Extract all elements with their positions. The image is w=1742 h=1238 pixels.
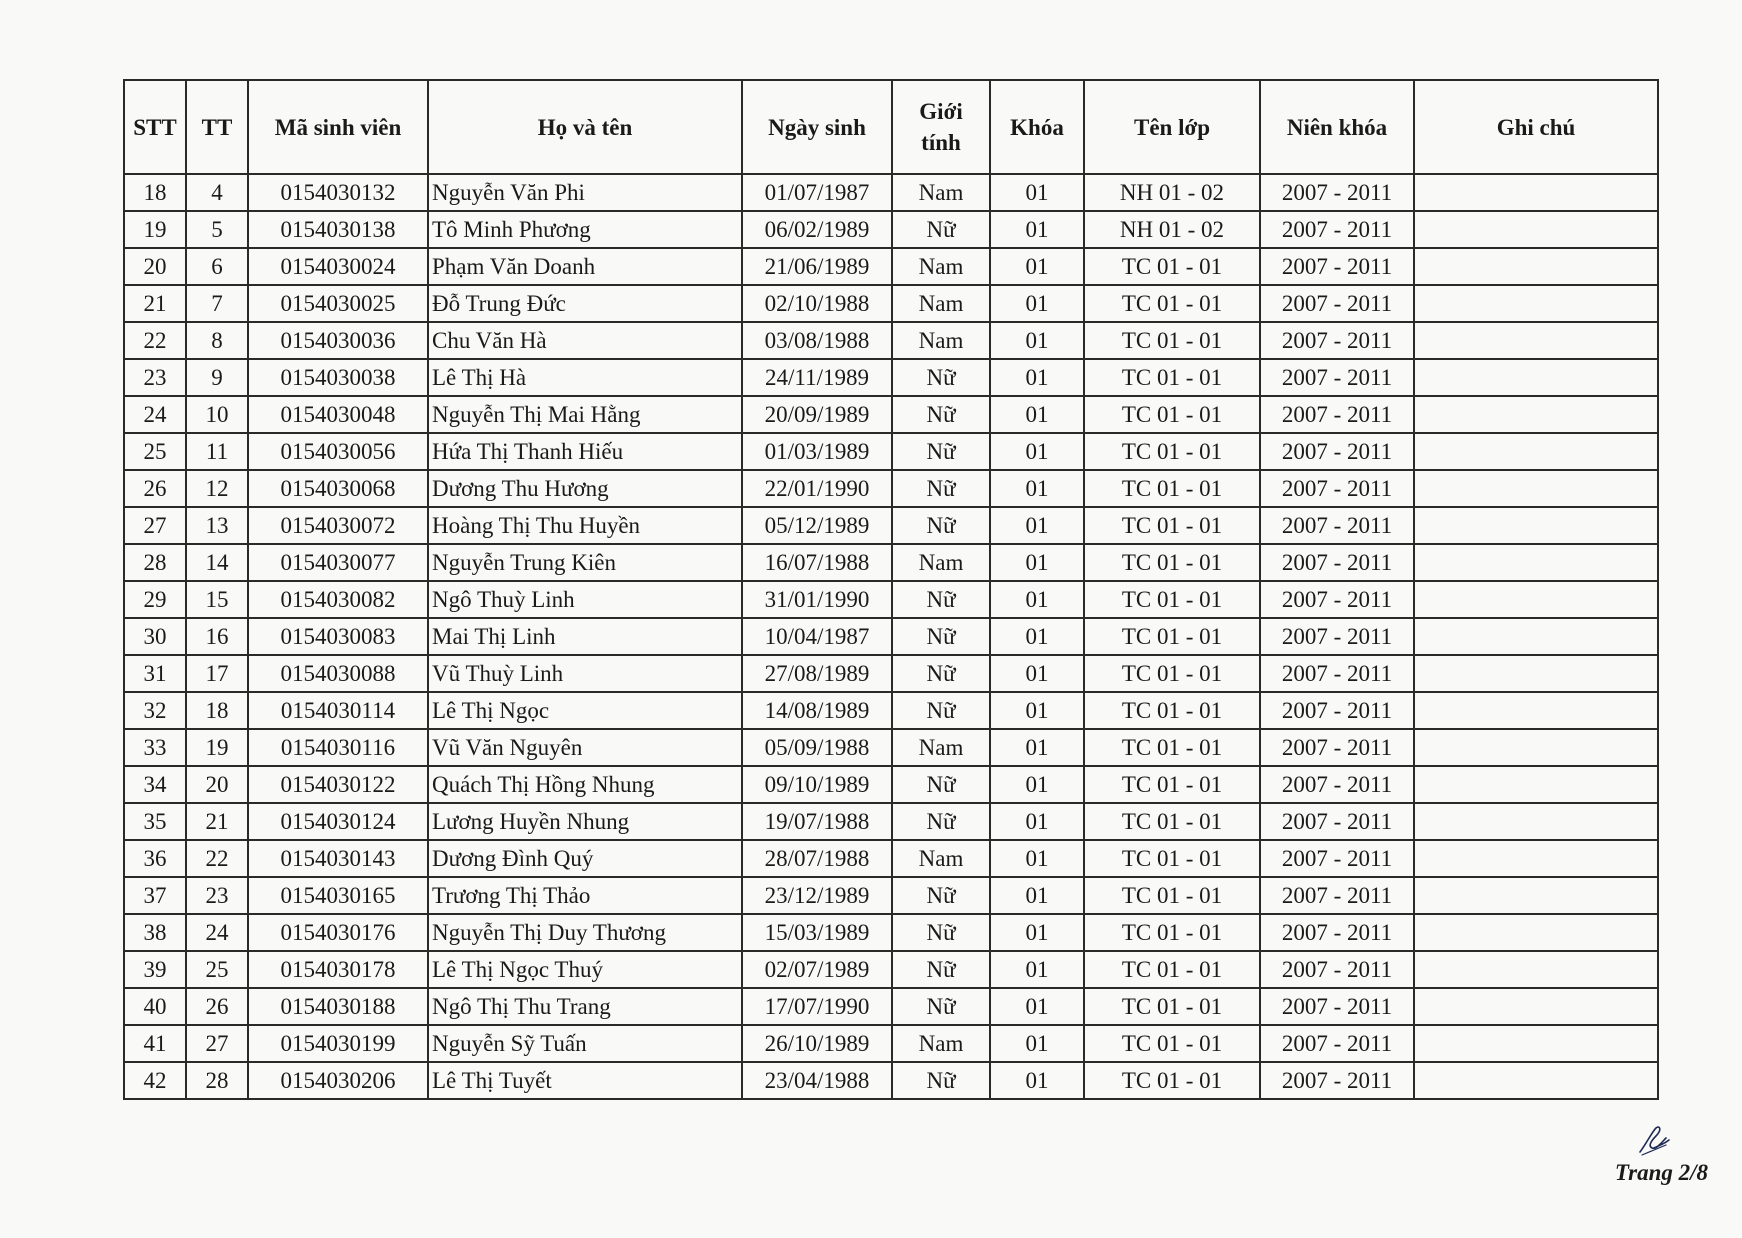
cell-notes xyxy=(1414,914,1658,951)
cell-academic-years: 2007 - 2011 xyxy=(1260,581,1414,618)
cell-class-name: TC 01 - 01 xyxy=(1084,285,1260,322)
cell-gender: Nữ xyxy=(892,211,990,248)
cell-course: 01 xyxy=(990,729,1084,766)
cell-academic-years: 2007 - 2011 xyxy=(1260,1062,1414,1099)
cell-academic-years: 2007 - 2011 xyxy=(1260,470,1414,507)
cell-tt: 13 xyxy=(186,507,248,544)
cell-class-name: TC 01 - 01 xyxy=(1084,951,1260,988)
cell-class-name: TC 01 - 01 xyxy=(1084,618,1260,655)
cell-class-name: TC 01 - 01 xyxy=(1084,544,1260,581)
cell-course: 01 xyxy=(990,914,1084,951)
table-row xyxy=(124,951,1658,988)
table-row xyxy=(124,803,1658,840)
cell-notes xyxy=(1414,581,1658,618)
cell-date-of-birth: 31/01/1990 xyxy=(742,581,892,618)
cell-student-id: 0154030199 xyxy=(248,1025,428,1062)
cell-student-id: 0154030176 xyxy=(248,914,428,951)
cell-student-id: 0154030138 xyxy=(248,211,428,248)
cell-full-name: Dương Đình Quý xyxy=(428,840,742,877)
cell-student-id: 0154030038 xyxy=(248,359,428,396)
cell-gender: Nữ xyxy=(892,618,990,655)
cell-class-name: TC 01 - 01 xyxy=(1084,470,1260,507)
header-notes: Ghi chú xyxy=(1414,80,1658,174)
cell-class-name: TC 01 - 01 xyxy=(1084,507,1260,544)
cell-course: 01 xyxy=(990,618,1084,655)
cell-academic-years: 2007 - 2011 xyxy=(1260,951,1414,988)
table-row xyxy=(124,359,1658,396)
cell-gender: Nữ xyxy=(892,988,990,1025)
header-academic-years: Niên khóa xyxy=(1260,80,1414,174)
cell-academic-years: 2007 - 2011 xyxy=(1260,544,1414,581)
header-course: Khóa xyxy=(990,80,1084,174)
cell-academic-years: 2007 - 2011 xyxy=(1260,692,1414,729)
cell-student-id: 0154030036 xyxy=(248,322,428,359)
cell-class-name: TC 01 - 01 xyxy=(1084,1062,1260,1099)
cell-course: 01 xyxy=(990,840,1084,877)
cell-class-name: TC 01 - 01 xyxy=(1084,433,1260,470)
cell-course: 01 xyxy=(990,433,1084,470)
table-row xyxy=(124,322,1658,359)
cell-notes xyxy=(1414,988,1658,1025)
cell-academic-years: 2007 - 2011 xyxy=(1260,507,1414,544)
cell-student-id: 0154030082 xyxy=(248,581,428,618)
cell-course: 01 xyxy=(990,1062,1084,1099)
cell-course: 01 xyxy=(990,396,1084,433)
cell-course: 01 xyxy=(990,470,1084,507)
cell-stt: 23 xyxy=(124,359,186,396)
cell-gender: Nam xyxy=(892,840,990,877)
cell-notes xyxy=(1414,766,1658,803)
cell-full-name: Phạm Văn Doanh xyxy=(428,248,742,285)
cell-tt: 24 xyxy=(186,914,248,951)
cell-tt: 7 xyxy=(186,285,248,322)
cell-tt: 19 xyxy=(186,729,248,766)
cell-notes xyxy=(1414,359,1658,396)
cell-academic-years: 2007 - 2011 xyxy=(1260,655,1414,692)
cell-stt: 20 xyxy=(124,248,186,285)
cell-gender: Nữ xyxy=(892,470,990,507)
cell-stt: 25 xyxy=(124,433,186,470)
cell-class-name: TC 01 - 01 xyxy=(1084,692,1260,729)
table-row xyxy=(124,470,1658,507)
cell-stt: 37 xyxy=(124,877,186,914)
cell-date-of-birth: 22/01/1990 xyxy=(742,470,892,507)
cell-full-name: Nguyễn Sỹ Tuấn xyxy=(428,1025,742,1062)
cell-stt: 27 xyxy=(124,507,186,544)
cell-date-of-birth: 27/08/1989 xyxy=(742,655,892,692)
cell-class-name: TC 01 - 01 xyxy=(1084,766,1260,803)
table-row xyxy=(124,396,1658,433)
cell-date-of-birth: 17/07/1990 xyxy=(742,988,892,1025)
cell-gender: Nam xyxy=(892,729,990,766)
cell-course: 01 xyxy=(990,544,1084,581)
cell-notes xyxy=(1414,803,1658,840)
cell-tt: 25 xyxy=(186,951,248,988)
cell-gender: Nữ xyxy=(892,877,990,914)
cell-academic-years: 2007 - 2011 xyxy=(1260,988,1414,1025)
table-row xyxy=(124,840,1658,877)
cell-full-name: Nguyễn Thị Duy Thương xyxy=(428,914,742,951)
cell-academic-years: 2007 - 2011 xyxy=(1260,396,1414,433)
cell-tt: 28 xyxy=(186,1062,248,1099)
cell-tt: 23 xyxy=(186,877,248,914)
table-row xyxy=(124,766,1658,803)
cell-student-id: 0154030088 xyxy=(248,655,428,692)
cell-academic-years: 2007 - 2011 xyxy=(1260,1025,1414,1062)
cell-notes xyxy=(1414,544,1658,581)
cell-stt: 29 xyxy=(124,581,186,618)
cell-date-of-birth: 02/10/1988 xyxy=(742,285,892,322)
cell-notes xyxy=(1414,211,1658,248)
cell-date-of-birth: 16/07/1988 xyxy=(742,544,892,581)
cell-tt: 16 xyxy=(186,618,248,655)
cell-academic-years: 2007 - 2011 xyxy=(1260,359,1414,396)
table-row xyxy=(124,1062,1658,1099)
cell-student-id: 0154030114 xyxy=(248,692,428,729)
cell-class-name: TC 01 - 01 xyxy=(1084,840,1260,877)
table-row xyxy=(124,581,1658,618)
cell-student-id: 0154030122 xyxy=(248,766,428,803)
cell-notes xyxy=(1414,951,1658,988)
cell-course: 01 xyxy=(990,359,1084,396)
cell-date-of-birth: 23/12/1989 xyxy=(742,877,892,914)
cell-date-of-birth: 26/10/1989 xyxy=(742,1025,892,1062)
cell-student-id: 0154030188 xyxy=(248,988,428,1025)
header-full-name: Họ và tên xyxy=(428,80,742,174)
cell-gender: Nam xyxy=(892,174,990,211)
cell-gender: Nữ xyxy=(892,433,990,470)
cell-class-name: TC 01 - 01 xyxy=(1084,877,1260,914)
cell-tt: 5 xyxy=(186,211,248,248)
cell-stt: 22 xyxy=(124,322,186,359)
cell-academic-years: 2007 - 2011 xyxy=(1260,322,1414,359)
cell-date-of-birth: 14/08/1989 xyxy=(742,692,892,729)
cell-full-name: Ngô Thị Thu Trang xyxy=(428,988,742,1025)
table-row xyxy=(124,729,1658,766)
cell-student-id: 0154030083 xyxy=(248,618,428,655)
cell-student-id: 0154030072 xyxy=(248,507,428,544)
cell-academic-years: 2007 - 2011 xyxy=(1260,766,1414,803)
cell-course: 01 xyxy=(990,692,1084,729)
cell-date-of-birth: 05/09/1988 xyxy=(742,729,892,766)
cell-student-id: 0154030143 xyxy=(248,840,428,877)
cell-date-of-birth: 05/12/1989 xyxy=(742,507,892,544)
cell-tt: 11 xyxy=(186,433,248,470)
cell-student-id: 0154030068 xyxy=(248,470,428,507)
cell-tt: 20 xyxy=(186,766,248,803)
cell-date-of-birth: 01/07/1987 xyxy=(742,174,892,211)
cell-tt: 26 xyxy=(186,988,248,1025)
cell-gender: Nữ xyxy=(892,803,990,840)
table-header-row xyxy=(124,80,1658,174)
cell-full-name: Lê Thị Ngọc Thuý xyxy=(428,951,742,988)
cell-gender: Nam xyxy=(892,322,990,359)
cell-class-name: TC 01 - 01 xyxy=(1084,914,1260,951)
cell-notes xyxy=(1414,877,1658,914)
table-body xyxy=(124,174,1658,1099)
cell-class-name: TC 01 - 01 xyxy=(1084,655,1260,692)
cell-gender: Nữ xyxy=(892,1062,990,1099)
cell-class-name: TC 01 - 01 xyxy=(1084,359,1260,396)
cell-gender: Nữ xyxy=(892,396,990,433)
cell-class-name: TC 01 - 01 xyxy=(1084,729,1260,766)
cell-student-id: 0154030116 xyxy=(248,729,428,766)
cell-gender: Nam xyxy=(892,285,990,322)
cell-tt: 12 xyxy=(186,470,248,507)
cell-gender: Nữ xyxy=(892,914,990,951)
cell-course: 01 xyxy=(990,322,1084,359)
cell-full-name: Trương Thị Thảo xyxy=(428,877,742,914)
cell-notes xyxy=(1414,285,1658,322)
cell-course: 01 xyxy=(990,655,1084,692)
header-gender-line2: tính xyxy=(921,130,961,155)
table-row xyxy=(124,1025,1658,1062)
cell-stt: 19 xyxy=(124,211,186,248)
cell-date-of-birth: 15/03/1989 xyxy=(742,914,892,951)
cell-course: 01 xyxy=(990,766,1084,803)
cell-tt: 22 xyxy=(186,840,248,877)
cell-academic-years: 2007 - 2011 xyxy=(1260,174,1414,211)
cell-academic-years: 2007 - 2011 xyxy=(1260,285,1414,322)
cell-date-of-birth: 10/04/1987 xyxy=(742,618,892,655)
cell-stt: 40 xyxy=(124,988,186,1025)
cell-student-id: 0154030048 xyxy=(248,396,428,433)
cell-full-name: Vũ Văn Nguyên xyxy=(428,729,742,766)
cell-gender: Nữ xyxy=(892,359,990,396)
cell-tt: 10 xyxy=(186,396,248,433)
header-tt: TT xyxy=(186,80,248,174)
cell-course: 01 xyxy=(990,507,1084,544)
cell-notes xyxy=(1414,729,1658,766)
cell-gender: Nữ xyxy=(892,655,990,692)
cell-date-of-birth: 06/02/1989 xyxy=(742,211,892,248)
cell-date-of-birth: 24/11/1989 xyxy=(742,359,892,396)
cell-class-name: TC 01 - 01 xyxy=(1084,322,1260,359)
cell-class-name: TC 01 - 01 xyxy=(1084,988,1260,1025)
cell-student-id: 0154030165 xyxy=(248,877,428,914)
cell-date-of-birth: 19/07/1988 xyxy=(742,803,892,840)
cell-full-name: Nguyễn Thị Mai Hằng xyxy=(428,396,742,433)
student-roster-table xyxy=(123,79,1659,1100)
cell-full-name: Hoàng Thị Thu Huyền xyxy=(428,507,742,544)
cell-full-name: Đỗ Trung Đức xyxy=(428,285,742,322)
cell-course: 01 xyxy=(990,174,1084,211)
header-gender-line1: Giới xyxy=(919,99,963,124)
cell-stt: 21 xyxy=(124,285,186,322)
cell-full-name: Nguyễn Văn Phi xyxy=(428,174,742,211)
cell-course: 01 xyxy=(990,951,1084,988)
cell-stt: 39 xyxy=(124,951,186,988)
cell-student-id: 0154030056 xyxy=(248,433,428,470)
cell-stt: 42 xyxy=(124,1062,186,1099)
cell-date-of-birth: 09/10/1989 xyxy=(742,766,892,803)
cell-full-name: Vũ Thuỳ Linh xyxy=(428,655,742,692)
cell-academic-years: 2007 - 2011 xyxy=(1260,840,1414,877)
cell-tt: 8 xyxy=(186,322,248,359)
cell-student-id: 0154030124 xyxy=(248,803,428,840)
cell-academic-years: 2007 - 2011 xyxy=(1260,914,1414,951)
cell-tt: 18 xyxy=(186,692,248,729)
cell-stt: 30 xyxy=(124,618,186,655)
table-row xyxy=(124,877,1658,914)
cell-academic-years: 2007 - 2011 xyxy=(1260,877,1414,914)
cell-tt: 6 xyxy=(186,248,248,285)
cell-full-name: Quách Thị Hồng Nhung xyxy=(428,766,742,803)
cell-stt: 28 xyxy=(124,544,186,581)
header-gender xyxy=(892,80,990,174)
cell-notes xyxy=(1414,322,1658,359)
cell-stt: 34 xyxy=(124,766,186,803)
cell-class-name: NH 01 - 02 xyxy=(1084,174,1260,211)
signature-initial-mark xyxy=(1636,1122,1672,1158)
cell-tt: 4 xyxy=(186,174,248,211)
cell-academic-years: 2007 - 2011 xyxy=(1260,248,1414,285)
table-row xyxy=(124,285,1658,322)
cell-date-of-birth: 21/06/1989 xyxy=(742,248,892,285)
cell-class-name: TC 01 - 01 xyxy=(1084,396,1260,433)
cell-notes xyxy=(1414,692,1658,729)
cell-date-of-birth: 01/03/1989 xyxy=(742,433,892,470)
cell-notes xyxy=(1414,1062,1658,1099)
table-row xyxy=(124,507,1658,544)
cell-course: 01 xyxy=(990,1025,1084,1062)
cell-class-name: TC 01 - 01 xyxy=(1084,248,1260,285)
cell-stt: 33 xyxy=(124,729,186,766)
cell-student-id: 0154030132 xyxy=(248,174,428,211)
cell-full-name: Chu Văn Hà xyxy=(428,322,742,359)
cell-full-name: Lê Thị Tuyết xyxy=(428,1062,742,1099)
cell-class-name: TC 01 - 01 xyxy=(1084,803,1260,840)
cell-class-name: NH 01 - 02 xyxy=(1084,211,1260,248)
cell-course: 01 xyxy=(990,581,1084,618)
cell-full-name: Ngô Thuỳ Linh xyxy=(428,581,742,618)
cell-student-id: 0154030025 xyxy=(248,285,428,322)
header-class-name: Tên lớp xyxy=(1084,80,1260,174)
cell-notes xyxy=(1414,655,1658,692)
cell-full-name: Nguyễn Trung Kiên xyxy=(428,544,742,581)
cell-academic-years: 2007 - 2011 xyxy=(1260,433,1414,470)
table-row xyxy=(124,248,1658,285)
cell-student-id: 0154030024 xyxy=(248,248,428,285)
cell-stt: 24 xyxy=(124,396,186,433)
cell-academic-years: 2007 - 2011 xyxy=(1260,211,1414,248)
cell-stt: 32 xyxy=(124,692,186,729)
cell-academic-years: 2007 - 2011 xyxy=(1260,803,1414,840)
cell-gender: Nữ xyxy=(892,581,990,618)
cell-gender: Nam xyxy=(892,248,990,285)
cell-tt: 15 xyxy=(186,581,248,618)
table-row xyxy=(124,433,1658,470)
cell-course: 01 xyxy=(990,248,1084,285)
cell-gender: Nữ xyxy=(892,766,990,803)
cell-notes xyxy=(1414,840,1658,877)
cell-student-id: 0154030077 xyxy=(248,544,428,581)
cell-course: 01 xyxy=(990,877,1084,914)
cell-tt: 27 xyxy=(186,1025,248,1062)
cell-notes xyxy=(1414,618,1658,655)
cell-full-name: Lương Huyền Nhung xyxy=(428,803,742,840)
cell-class-name: TC 01 - 01 xyxy=(1084,1025,1260,1062)
cell-gender: Nam xyxy=(892,1025,990,1062)
page-number: Trang 2/8 xyxy=(1614,1160,1708,1185)
cell-tt: 21 xyxy=(186,803,248,840)
cell-date-of-birth: 20/09/1989 xyxy=(742,396,892,433)
cell-course: 01 xyxy=(990,803,1084,840)
cell-full-name: Tô Minh Phương xyxy=(428,211,742,248)
cell-date-of-birth: 02/07/1989 xyxy=(742,951,892,988)
cell-stt: 41 xyxy=(124,1025,186,1062)
cell-tt: 17 xyxy=(186,655,248,692)
cell-course: 01 xyxy=(990,988,1084,1025)
cell-notes xyxy=(1414,396,1658,433)
cell-course: 01 xyxy=(990,285,1084,322)
table-row xyxy=(124,618,1658,655)
cell-full-name: Lê Thị Hà xyxy=(428,359,742,396)
cell-stt: 31 xyxy=(124,655,186,692)
cell-full-name: Lê Thị Ngọc xyxy=(428,692,742,729)
cell-stt: 26 xyxy=(124,470,186,507)
cell-gender: Nữ xyxy=(892,692,990,729)
cell-gender: Nữ xyxy=(892,507,990,544)
cell-gender: Nam xyxy=(892,544,990,581)
cell-class-name: TC 01 - 01 xyxy=(1084,581,1260,618)
cell-full-name: Hứa Thị Thanh Hiếu xyxy=(428,433,742,470)
table-row xyxy=(124,544,1658,581)
cell-notes xyxy=(1414,1025,1658,1062)
cell-stt: 35 xyxy=(124,803,186,840)
cell-academic-years: 2007 - 2011 xyxy=(1260,618,1414,655)
table-row xyxy=(124,211,1658,248)
cell-tt: 9 xyxy=(186,359,248,396)
cell-notes xyxy=(1414,470,1658,507)
table-row xyxy=(124,174,1658,211)
cell-notes xyxy=(1414,507,1658,544)
cell-academic-years: 2007 - 2011 xyxy=(1260,729,1414,766)
header-student-id: Mã sinh viên xyxy=(248,80,428,174)
cell-gender: Nữ xyxy=(892,951,990,988)
cell-stt: 38 xyxy=(124,914,186,951)
cell-date-of-birth: 03/08/1988 xyxy=(742,322,892,359)
cell-course: 01 xyxy=(990,211,1084,248)
cell-student-id: 0154030206 xyxy=(248,1062,428,1099)
table-row xyxy=(124,655,1658,692)
table-row xyxy=(124,692,1658,729)
cell-full-name: Mai Thị Linh xyxy=(428,618,742,655)
header-date-of-birth: Ngày sinh xyxy=(742,80,892,174)
header-stt: STT xyxy=(124,80,186,174)
cell-stt: 36 xyxy=(124,840,186,877)
cell-notes xyxy=(1414,174,1658,211)
cell-notes xyxy=(1414,433,1658,470)
table-row xyxy=(124,914,1658,951)
cell-notes xyxy=(1414,248,1658,285)
cell-full-name: Dương Thu Hương xyxy=(428,470,742,507)
cell-date-of-birth: 23/04/1988 xyxy=(742,1062,892,1099)
cell-student-id: 0154030178 xyxy=(248,951,428,988)
cell-tt: 14 xyxy=(186,544,248,581)
cell-date-of-birth: 28/07/1988 xyxy=(742,840,892,877)
table-row xyxy=(124,988,1658,1025)
cell-stt: 18 xyxy=(124,174,186,211)
